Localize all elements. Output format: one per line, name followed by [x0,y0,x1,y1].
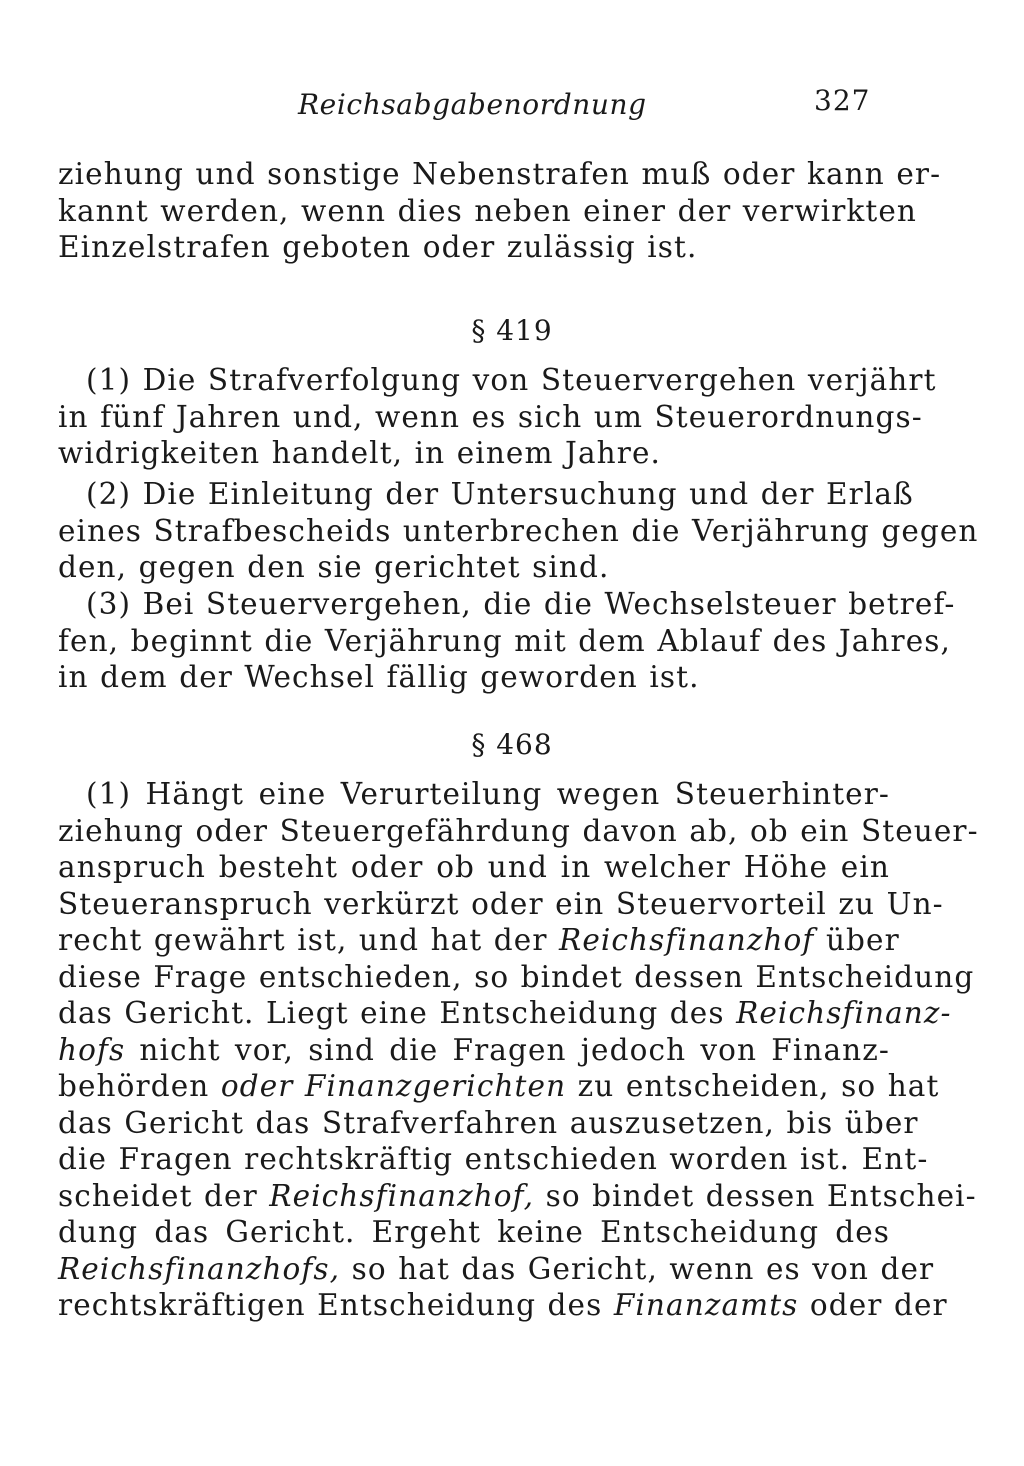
italic-term: Reichsfinanz- [736,996,952,1030]
text-line: in dem der Wechsel fällig geworden ist. [58,660,700,694]
text-line: (3) Bei Steuervergehen, die die Wechselsteuer betref- [86,587,956,621]
text-line: fen, beginnt die Verjährung mit dem Ablauf des Jahres, [58,623,952,658]
text-line: (1) Hängt eine Verurteilung wegen Steuerhinter- [86,777,890,811]
text-line: den, gegen den sie gerichtet sind. [58,550,610,584]
text-run: recht gewährt ist, und hat der [58,923,548,957]
text-run: scheidet der [58,1178,258,1213]
text-line: kannt werden, wenn dies neben einer der verwirkten [58,193,918,228]
italic-term: Finanzamts [613,1288,799,1322]
section-468-paragraph-1 [58,776,979,1324]
text-line: ziehung und sonstige Nebenstrafen muß oder kann er- [58,157,942,191]
text-line [58,1251,935,1288]
text-line [58,1032,890,1069]
text-line: anspruch besteht oder ob und in welcher Höhe ein [58,850,890,884]
text-run: so hat das Gericht, wenn es von der [351,1251,935,1286]
section-heading-419: § 419 [471,314,553,347]
text-line: in fünf Jahren und, wenn es sich um Steuerordnungs- [58,399,923,434]
section-heading-468: § 468 [471,728,553,761]
running-header [0,84,1024,124]
text-line [58,1287,948,1324]
text-line: diese Frage entschieden, so bindet dessen Entscheidung [58,959,975,994]
italic-term: Reichsfinanzhofs, [58,1251,341,1286]
text-line: (2) Die Einleitung der Untersuchung und der Erlaß [86,477,914,511]
running-title: Reichsabgabenordnung [298,88,647,121]
italic-term: hofs [58,1032,126,1067]
text-line [58,1178,977,1215]
text-run: über [825,923,900,957]
text-line [58,1068,940,1105]
text-line: ziehung oder Steuergefährdung davon ab, ob ein Steuer- [58,813,979,848]
text-line: die Fragen rechtskräftig entschieden worden ist. Ent- [58,1142,929,1176]
text-run: oder der [809,1288,948,1322]
intro-paragraph [58,156,942,266]
text-run: behörden [58,1069,210,1103]
text-line [58,922,900,959]
text-line [58,995,952,1032]
page-number: 327 [814,84,871,117]
text-run: zu entscheiden, so hat [577,1069,940,1103]
text-run: so bindet dessen Entschei- [545,1178,977,1213]
section-419-paragraph-3 [58,586,956,696]
text-line: das Gericht das Strafverfahren auszusetzen, bis über [58,1105,919,1140]
section-419-paragraph-2 [58,476,979,586]
italic-term: Reichsfinanzhof [559,923,815,957]
text-line: dung das Gericht. Ergeht keine Entscheidung des [58,1215,890,1249]
text-run: rechtskräftigen Entscheidung des [58,1288,603,1322]
text-line: Steueranspruch verkürzt oder ein Steuervorteil zu Un- [58,886,944,921]
text-line: Einzelstrafen geboten oder zulässig ist. [58,230,698,264]
text-line: eines Strafbescheids unterbrechen die Verjährung gegen [58,513,979,548]
italic-term: oder Finanzgerichten [220,1069,567,1103]
italic-term: Reichsfinanzhof, [269,1178,535,1213]
section-419-paragraph-1 [58,362,937,472]
text-run: das Gericht. Liegt eine Entscheidung des [58,996,725,1030]
text-line: (1) Die Strafverfolgung von Steuervergehen verjährt [86,363,937,397]
text-run: nicht vor, sind die Fragen jedoch von Finanz- [139,1032,890,1067]
text-line: widrigkeiten handelt, in einem Jahre. [58,436,661,470]
